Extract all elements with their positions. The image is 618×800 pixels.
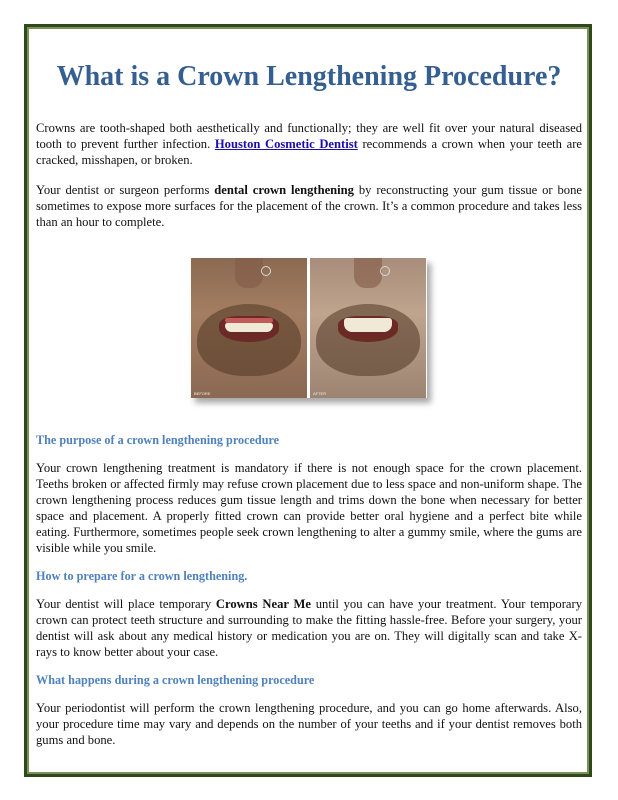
crowns-near-me-bold: Crowns Near Me xyxy=(215,597,311,611)
intro-text-start: Crowns are tooth-shaped both aesthetically and functionally; they are well fit over your natural diseased tooth to prevent further infection. xyxy=(36,121,582,151)
prepare-text-end: until you can have your treatment. Your temporary crown can protect teeth structure and surrounding to make the fitting hassle-free. Before your surgery, your dentist will ask about any medical history or medication you are on. They will digitally scan and take X-rays to know better about your case. xyxy=(36,597,582,659)
page-title: What is a Crown Lengthening Procedure? xyxy=(56,61,562,92)
teeth-shape xyxy=(225,323,273,332)
prepare-text-start: Your dentist will place temporary xyxy=(36,597,216,611)
nose-ring-icon xyxy=(380,266,390,276)
after-photo xyxy=(310,258,426,398)
nose-shape xyxy=(354,258,382,288)
before-photo xyxy=(191,258,307,398)
intro-paragraph xyxy=(36,120,582,168)
nose-shape xyxy=(235,258,263,288)
procedure-text-end: by reconstructing your gum tissue or bone sometimes to expose more surfaces for the placement of the crown. It’s a common procedure and takes less than an hour to complete. xyxy=(36,183,582,229)
document-body xyxy=(36,30,582,748)
procedure-paragraph xyxy=(36,182,582,230)
houston-cosmetic-dentist-link[interactable]: Houston Cosmetic Dentist xyxy=(214,137,358,151)
nose-ring-icon xyxy=(261,266,271,276)
intro-text-end: recommends a crown when your teeth are cracked, misshapen, or broken. xyxy=(36,137,582,167)
dental-crown-lengthening-bold: dental crown lengthening xyxy=(214,183,354,197)
prepare-heading: How to prepare for a crown lengthening. xyxy=(36,569,248,583)
purpose-heading: The purpose of a crown lengthening procedure xyxy=(36,433,280,447)
procedure-text-start: Your dentist or surgeon performs xyxy=(36,183,215,197)
purpose-paragraph: Your crown lengthening treatment is mandatory if there is not enough space for the crown placement. Teeths broken or affected firmly may refuse crown placement due to less space and non-uniform shape. The crown lengthening process reduces gum tissue length and trims down the bone when necessary for better space and placement. A properly fitted crown can provide better oral hygiene and a perfect bite while eating. Furthermore, sometimes people seek crown lengthening to alter a gummy smile, where the gums are visible while you smile. xyxy=(36,461,582,555)
prepare-paragraph xyxy=(36,596,582,660)
before-label: BEFORE xyxy=(194,391,211,396)
after-label: AFTER xyxy=(313,391,327,396)
during-paragraph: Your periodontist will perform the crown lengthening procedure, and you can go home afterwards. Also, your procedure time may vary and depends on the number of your teeths and if your dentist removes both gums and bone. xyxy=(36,701,582,747)
before-after-photo xyxy=(191,258,427,398)
teeth-shape xyxy=(344,318,392,332)
during-heading: What happens during a crown lengthening procedure xyxy=(36,673,315,687)
